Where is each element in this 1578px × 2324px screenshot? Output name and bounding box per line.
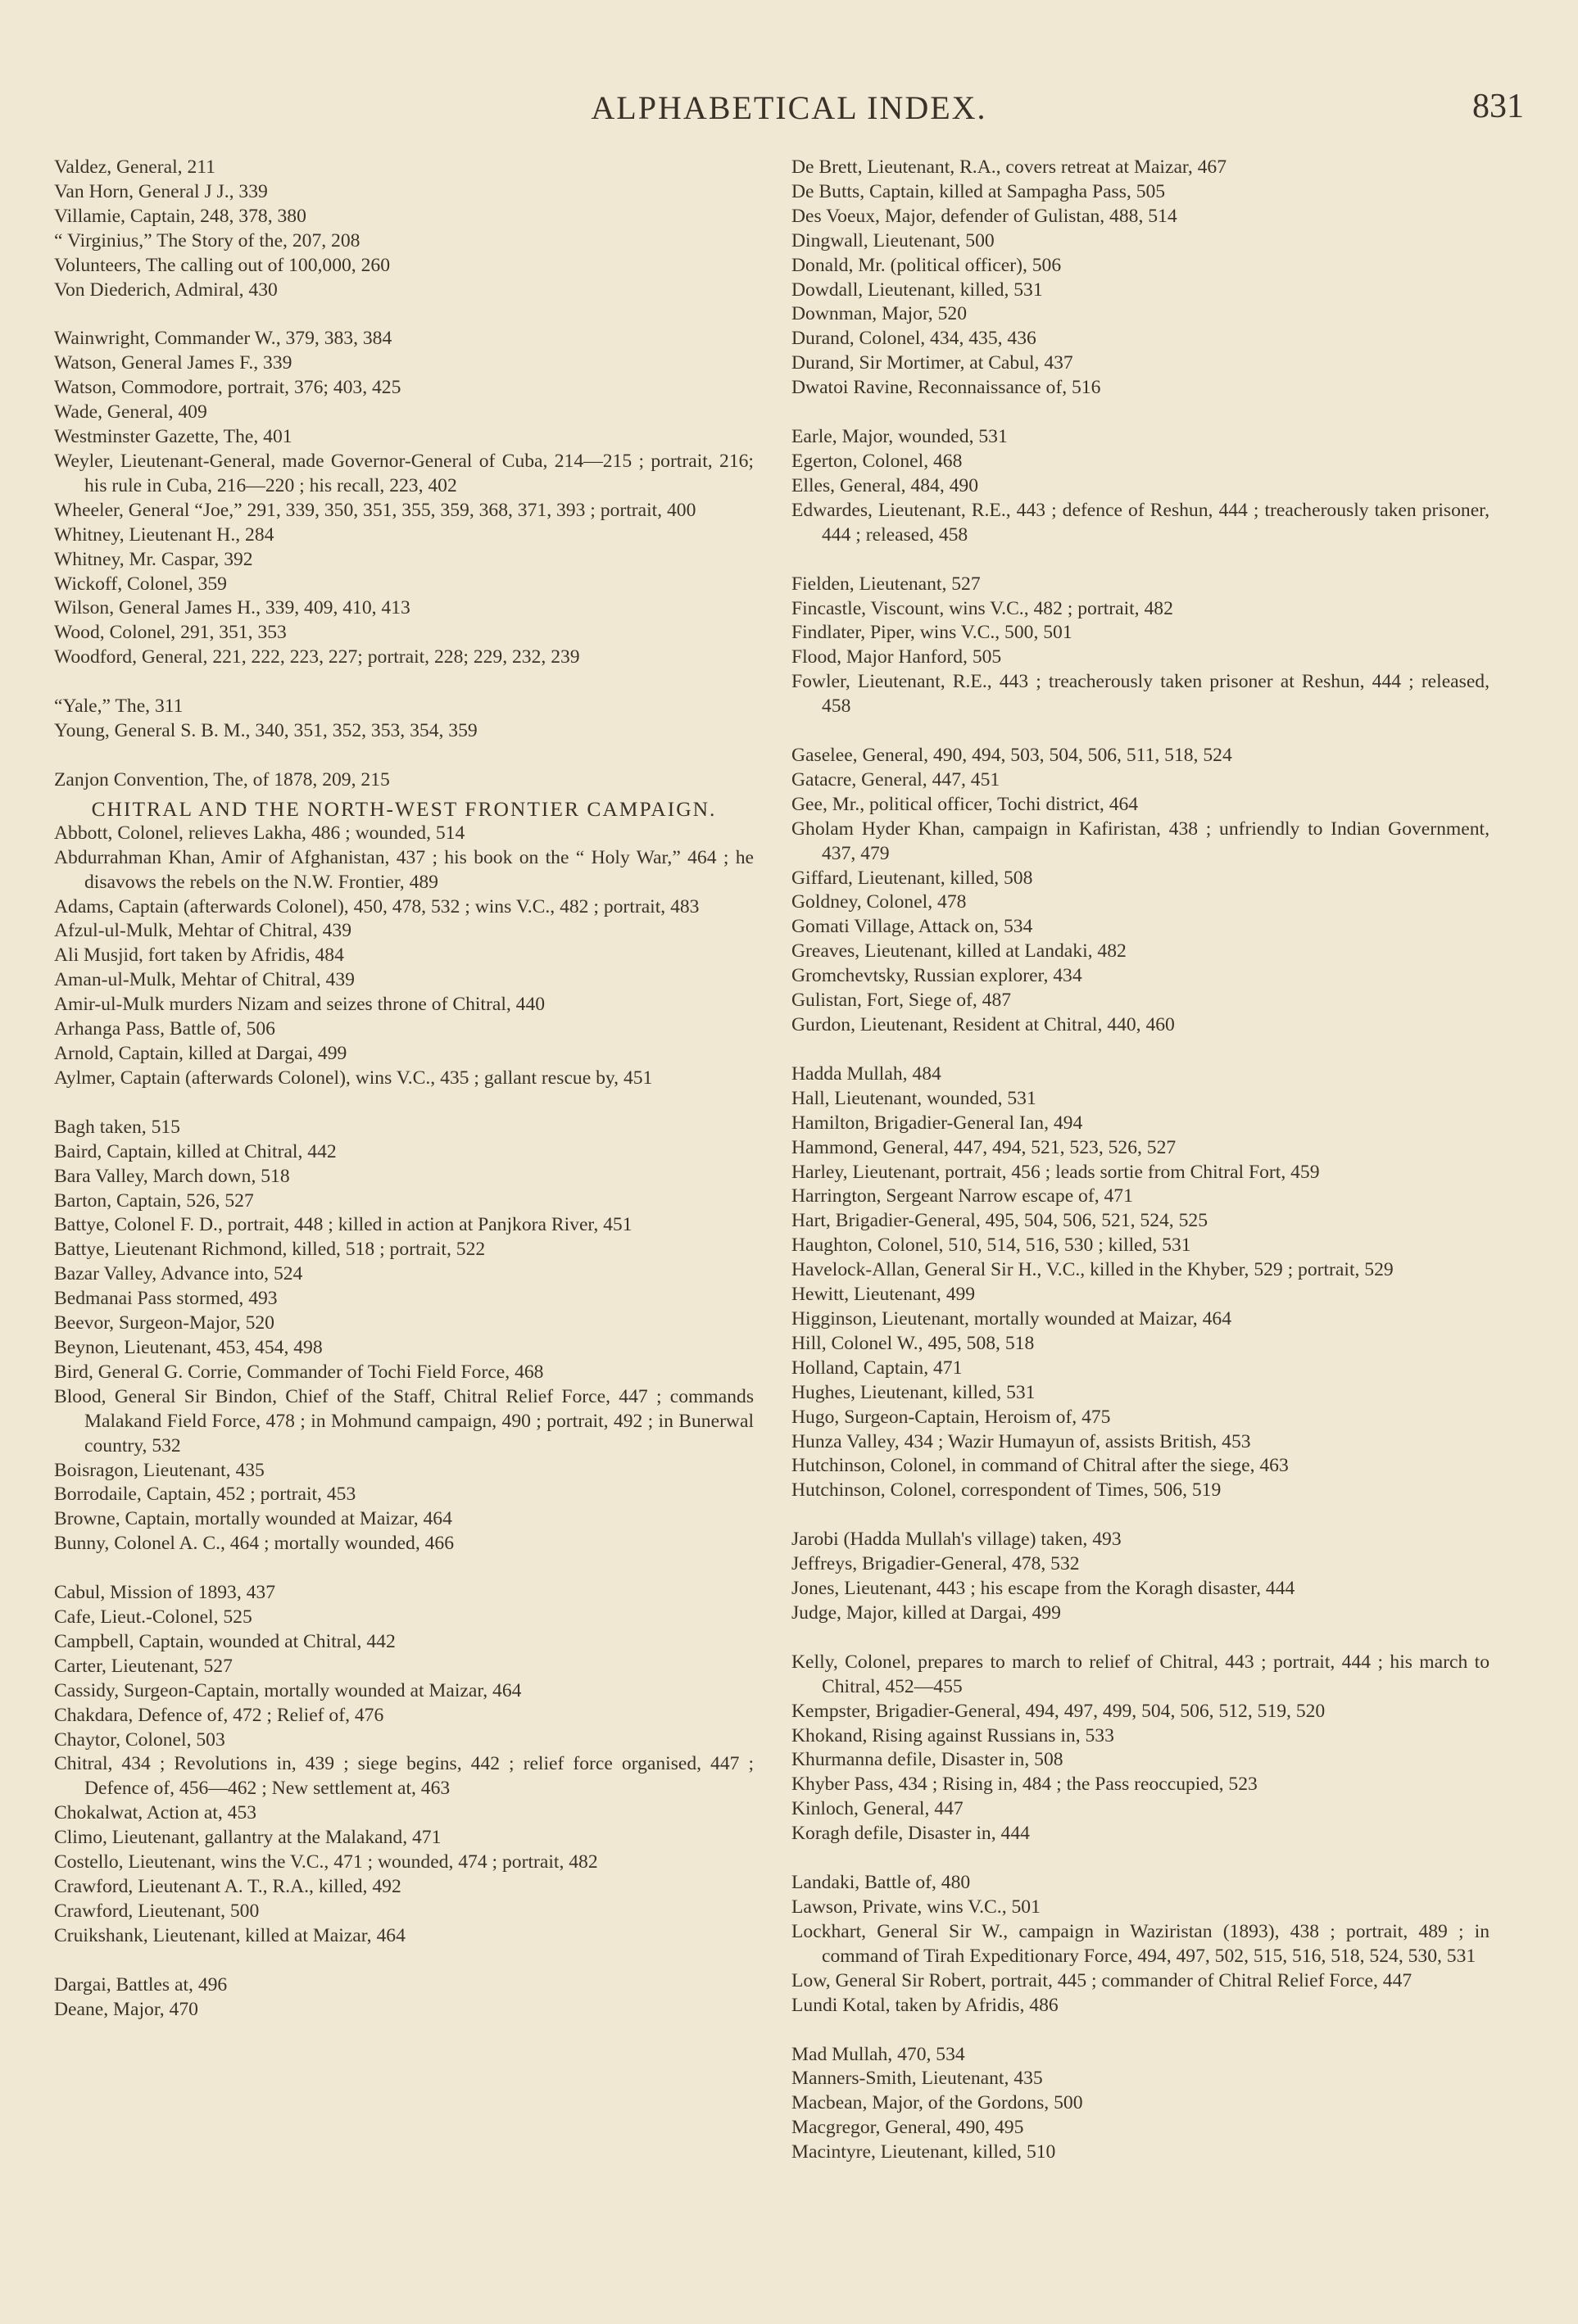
index-entry: Durand, Colonel, 434, 435, 436 (791, 328, 1036, 350)
index-entry: Bunny, Colonel A. C., 464 ; mortally wounded, 466 (54, 1533, 455, 1555)
index-entry: Bird, General G. Corrie, Commander of Tochi Field Force, 468 (54, 1361, 544, 1383)
section-heading: CHITRAL AND THE NORTH-WEST FRONTIER CAMPAIGN. (91, 796, 717, 821)
index-entry: Gaselee, General, 490, 494, 503, 504, 506, 511, 518, 524 (791, 745, 1232, 767)
index-entry: Wood, Colonel, 291, 351, 353 (54, 622, 287, 644)
index-entry: Aylmer, Captain (afterwards Colonel), wins V.C., 435 ; gallant rescue by, 451 (54, 1067, 653, 1089)
index-entry: Wilson, General James H., 339, 409, 410, 413 (54, 597, 410, 619)
index-entry: Battye, Colonel F. D., portrait, 448 ; killed in action at Panjkora River, 451 (54, 1214, 633, 1236)
index-entry: De Butts, Captain, killed at Sampagha Pass, 505 (791, 180, 1166, 202)
index-entry: Koragh defile, Disaster in, 444 (791, 1823, 1030, 1845)
index-entry: Bazar Valley, Advance into, 524 (54, 1263, 303, 1285)
index-entry: Cabul, Mission of 1893, 437 (54, 1582, 276, 1604)
index-entry: Macbean, Major, of the Gordons, 500 (791, 2092, 1083, 2114)
index-entry: Aman-ul-Mulk, Mehtar of Chitral, 439 (54, 969, 355, 991)
index-entry: Abdurrahman Khan, Amir of Afghanistan, 437 ; his book on the “ Holy War,” 464 ; he disavows the rebels on the N.W. Frontier, 489 (54, 846, 754, 893)
index-entry: Amir-ul-Mulk murders Nizam and seizes throne of Chitral, 440 (54, 994, 546, 1016)
page-header (0, 88, 1578, 129)
entry-group-gap (791, 1503, 1490, 1528)
index-entry: Fincastle, Viscount, wins V.C., 482 ; portrait, 482 (791, 597, 1173, 619)
index-entry: Wade, General, 409 (54, 401, 207, 424)
index-entry: Crawford, Lieutenant, 500 (54, 1900, 260, 1922)
entry-group-gap (54, 1091, 754, 1116)
index-entry: Bagh taken, 515 (54, 1116, 180, 1138)
index-entry: Whitney, Lieutenant H., 284 (54, 523, 274, 546)
index-entry: Hughes, Lieutenant, killed, 531 (791, 1381, 1036, 1403)
index-entry: Barton, Captain, 526, 527 (54, 1189, 254, 1212)
index-entry: Hart, Brigadier-General, 495, 504, 506, 521, 524, 525 (791, 1210, 1208, 1232)
page-number: 831 (1472, 88, 1524, 125)
index-entry: Hammond, General, 447, 494, 521, 523, 526, 527 (791, 1136, 1177, 1158)
index-entry: Deane, Major, 470 (54, 1998, 198, 2020)
index-entry: Macintyre, Lieutenant, killed, 510 (791, 2141, 1056, 2163)
index-entry: Watson, Commodore, portrait, 376; 403, 425 (54, 377, 401, 399)
index-entry: Bedmanai Pass stormed, 493 (54, 1288, 278, 1310)
entry-group-gap (54, 1949, 754, 1973)
index-entry: Kinloch, General, 447 (791, 1798, 964, 1820)
index-entry: Khokand, Rising against Russians in, 533 (791, 1724, 1114, 1746)
index-entry: Durand, Sir Mortimer, at Cabul, 437 (791, 352, 1073, 374)
index-entry: Abbott, Colonel, relieves Lakha, 486 ; wounded, 514 (54, 822, 465, 844)
index-entry: Lawson, Private, wins V.C., 501 (791, 1896, 1041, 1918)
index-entry: Mad Mullah, 470, 534 (791, 2043, 965, 2065)
index-entry: Westminster Gazette, The, 401 (54, 426, 292, 448)
index-entry: Volunteers, The calling out of 100,000, 260 (54, 254, 390, 276)
index-entry: Watson, General James F., 339 (54, 352, 292, 374)
index-entry: Hugo, Surgeon-Captain, Heroism of, 475 (791, 1406, 1111, 1428)
entry-group-gap (54, 1556, 754, 1581)
index-entry: Baird, Captain, killed at Chitral, 442 (54, 1140, 337, 1162)
index-entry: Hutchinson, Colonel, in command of Chitral after the siege, 463 (791, 1455, 1289, 1477)
index-entry: Gulistan, Fort, Siege of, 487 (791, 990, 1012, 1012)
index-entry: Wheeler, General “Joe,” 291, 339, 350, 351, 355, 359, 368, 371, 393 ; portrait, 400 (54, 499, 696, 521)
index-entry: Gomati Village, Attack on, 534 (791, 916, 1033, 938)
index-entry: Elles, General, 484, 490 (791, 474, 979, 496)
index-entry: Jeffreys, Brigadier-General, 478, 532 (791, 1553, 1080, 1575)
index-entry: Havelock-Allan, General Sir H., V.C., killed in the Khyber, 529 ; portrait, 529 (791, 1259, 1394, 1281)
index-entry: Des Voeux, Major, defender of Gulistan, 488, 514 (791, 205, 1177, 227)
index-entry: Giffard, Lieutenant, killed, 508 (791, 867, 1033, 889)
index-entry: Jarobi (Hadda Mullah's village) taken, 493 (791, 1529, 1122, 1551)
index-entry: Afzul-ul-Mulk, Mehtar of Chitral, 439 (54, 920, 352, 942)
index-entry: Hutchinson, Colonel, correspondent of Times, 506, 519 (791, 1479, 1222, 1502)
index-entry: Zanjon Convention, The, of 1878, 209, 215 (54, 768, 390, 791)
index-entry: Khurmanna defile, Disaster in, 508 (791, 1749, 1063, 1771)
index-entry: Carter, Lieutenant, 527 (54, 1655, 233, 1677)
entry-group-gap (791, 1038, 1490, 1062)
index-entry: Harley, Lieutenant, portrait, 456 ; leads sortie from Chitral Fort, 459 (791, 1161, 1320, 1183)
index-column-left (54, 156, 754, 2023)
index-entry: Harrington, Sergeant Narrow escape of, 471 (791, 1185, 1133, 1207)
index-entry: Manners-Smith, Lieutenant, 435 (791, 2068, 1043, 2090)
entry-group-gap (54, 744, 754, 768)
page-title: ALPHABETICAL INDEX. (591, 89, 987, 126)
entry-group-gap (791, 719, 1490, 744)
index-entry: “ Virginius,” The Story of the, 207, 208 (54, 229, 360, 251)
index-entry: Von Diederich, Admiral, 430 (54, 279, 278, 301)
index-entry: Climo, Lieutenant, gallantry at the Malakand, 471 (54, 1827, 442, 1849)
index-entry: Wainwright, Commander W., 379, 383, 384 (54, 328, 392, 350)
index-entry: Valdez, General, 211 (54, 156, 215, 178)
index-entry: Boisragon, Lieutenant, 435 (54, 1459, 265, 1481)
index-entry: Villamie, Captain, 248, 378, 380 (54, 205, 306, 227)
index-entry: Edwardes, Lieutenant, R.E., 443 ; defence of Reshun, 444 ; treacherously taken prisoner, 444 ; released, 458 (791, 499, 1490, 546)
entry-group-gap (791, 1626, 1490, 1651)
index-entry: Kempster, Brigadier-General, 494, 497, 499, 504, 506, 512, 519, 520 (791, 1700, 1326, 1722)
index-entry: Gholam Hyder Khan, campaign in Kafiristan, 438 ; unfriendly to Indian Government, 437, 479 (791, 818, 1490, 864)
entry-group-gap (791, 2018, 1490, 2043)
index-entry: Cruikshank, Lieutenant, killed at Maizar, 464 (54, 1924, 406, 1946)
index-entry: Blood, General Sir Bindon, Chief of the Staff, Chitral Relief Force, 447 ; commands Malakand Field Force, 478 ; in Mohmund campaign, 490 ; portrait, 492 ; in Bunerwal country, 532 (54, 1385, 754, 1456)
index-entry: Chitral, 434 ; Revolutions in, 439 ; siege begins, 442 ; relief force organised, 447 ; Defence of, 456—462 ; New settlement at, 463 (54, 1753, 754, 1800)
index-entry: Judge, Major, killed at Dargai, 499 (791, 1601, 1061, 1624)
index-entry: Beevor, Surgeon-Major, 520 (54, 1312, 274, 1334)
index-entry: Chokalwat, Action at, 453 (54, 1802, 257, 1824)
index-entry: Higginson, Lieutenant, mortally wounded at Maizar, 464 (791, 1307, 1231, 1330)
index-entry: Downman, Major, 520 (791, 303, 967, 325)
index-entry: Holland, Captain, 471 (791, 1357, 963, 1379)
index-entry: Wickoff, Colonel, 359 (54, 573, 227, 595)
index-entry: Earle, Major, wounded, 531 (791, 426, 1008, 448)
index-entry: Whitney, Mr. Caspar, 392 (54, 548, 253, 570)
index-entry: Hadda Mullah, 484 (791, 1062, 941, 1085)
index-entry: Haughton, Colonel, 510, 514, 516, 530 ; killed, 531 (791, 1234, 1191, 1257)
index-entry: Dargai, Battles at, 496 (54, 1973, 228, 1996)
index-entry: Lundi Kotal, taken by Afridis, 486 (791, 1994, 1059, 2016)
index-entry: Fowler, Lieutenant, R.E., 443 ; treacherously taken prisoner at Reshun, 444 ; released, 458 (791, 671, 1490, 718)
index-entry: Beynon, Lieutenant, 453, 454, 498 (54, 1336, 323, 1358)
index-entry: Goldney, Colonel, 478 (791, 891, 967, 913)
index-entry: Jones, Lieutenant, 443 ; his escape from the Koragh disaster, 444 (791, 1578, 1295, 1600)
index-entry: Low, General Sir Robert, portrait, 445 ; commander of Chitral Relief Force, 447 (791, 1969, 1412, 1991)
index-entry: Dwatoi Ravine, Reconnaissance of, 516 (791, 377, 1101, 399)
index-entry: Van Horn, General J J., 339 (54, 180, 268, 202)
index-entry: Fielden, Lieutenant, 527 (791, 573, 981, 595)
entry-group-gap (791, 1846, 1490, 1871)
index-entry: Borrodaile, Captain, 452 ; portrait, 453 (54, 1484, 356, 1506)
index-entry: Weyler, Lieutenant-General, made Governor-General of Cuba, 214—215 ; portrait, 216; his rule in Cuba, 216—220 ; his recall, 223, 402 (54, 450, 754, 496)
index-entry: Gromchevtsky, Russian explorer, 434 (791, 965, 1082, 987)
index-entry: Findlater, Piper, wins V.C., 500, 501 (791, 622, 1072, 644)
index-entry: Arnold, Captain, killed at Dargai, 499 (54, 1043, 347, 1064)
index-entry: Flood, Major Hanford, 505 (791, 646, 1002, 668)
entry-group-gap (791, 401, 1490, 425)
index-entry: Gurdon, Lieutenant, Resident at Chitral, 440, 460 (791, 1014, 1175, 1035)
index-entry: Young, General S. B. M., 340, 351, 352, 353, 354, 359 (54, 720, 478, 742)
index-entry: Egerton, Colonel, 468 (791, 450, 963, 472)
index-column-right (791, 156, 1490, 2165)
index-entry: Cafe, Lieut.-Colonel, 525 (54, 1606, 252, 1629)
index-entry: Hewitt, Lieutenant, 499 (791, 1284, 976, 1306)
index-entry: Adams, Captain (afterwards Colonel), 450, 478, 532 ; wins V.C., 482 ; portrait, 483 (54, 895, 700, 917)
index-entry: De Brett, Lieutenant, R.A., covers retreat at Maizar, 467 (791, 156, 1227, 178)
index-entry: Dowdall, Lieutenant, killed, 531 (791, 279, 1043, 301)
index-entry: Campbell, Captain, wounded at Chitral, 442 (54, 1630, 396, 1652)
index-entry: Khyber Pass, 434 ; Rising in, 484 ; the Pass reoccupied, 523 (791, 1774, 1258, 1796)
index-entry: Battye, Lieutenant Richmond, killed, 518 ; portrait, 522 (54, 1239, 486, 1261)
index-entry: Hall, Lieutenant, wounded, 531 (791, 1087, 1036, 1109)
index-entry: Gee, Mr., political officer, Tochi district, 464 (791, 793, 1139, 815)
index-entry: Kelly, Colonel, prepares to march to relief of Chitral, 443 ; portrait, 444 ; his march to Chitral, 452—455 (791, 1651, 1490, 1697)
index-entry: Greaves, Lieutenant, killed at Landaki, 482 (791, 940, 1127, 963)
index-entry: Macgregor, General, 490, 495 (791, 2117, 1024, 2139)
index-entry: Chaytor, Colonel, 503 (54, 1728, 225, 1751)
index-entry: Hamilton, Brigadier-General Ian, 494 (791, 1112, 1083, 1134)
index-entry: Chakdara, Defence of, 472 ; Relief of, 476 (54, 1704, 384, 1726)
index-entry: Hill, Colonel W., 495, 508, 518 (791, 1332, 1035, 1354)
index-entry: Crawford, Lieutenant A. T., R.A., killed, 492 (54, 1876, 401, 1897)
index-entry: Lockhart, General Sir W., campaign in Waziristan (1893), 438 ; portrait, 489 ; in command of Tirah Expeditionary Force, 494, 497, 502, 515, 516, 518, 524, 530, 531 (791, 1920, 1490, 1967)
index-entry: Ali Musjid, fort taken by Afridis, 484 (54, 945, 344, 967)
index-entry: Arhanga Pass, Battle of, 506 (54, 1018, 275, 1040)
index-entry: Cassidy, Surgeon-Captain, mortally wounded at Maizar, 464 (54, 1679, 522, 1701)
index-entry: Bara Valley, March down, 518 (54, 1165, 290, 1187)
index-entry: Costello, Lieutenant, wins the V.C., 471 ; wounded, 474 ; portrait, 482 (54, 1851, 598, 1873)
index-entry: Browne, Captain, mortally wounded at Maizar, 464 (54, 1508, 452, 1530)
index-entry: Landaki, Battle of, 480 (791, 1872, 971, 1894)
index-entry: Donald, Mr. (political officer), 506 (791, 254, 1062, 276)
index-entry: Hunza Valley, 434 ; Wazir Humayun of, assists British, 453 (791, 1430, 1251, 1452)
entry-group-gap (54, 670, 754, 695)
entry-group-gap (54, 302, 754, 327)
entry-group-gap (791, 548, 1490, 573)
index-entry: Dingwall, Lieutenant, 500 (791, 229, 995, 251)
index-entry: “Yale,” The, 311 (54, 695, 184, 718)
index-entry: Woodford, General, 221, 222, 223, 227; portrait, 228; 229, 232, 239 (54, 646, 580, 668)
index-entry: Gatacre, General, 447, 451 (791, 768, 1000, 791)
